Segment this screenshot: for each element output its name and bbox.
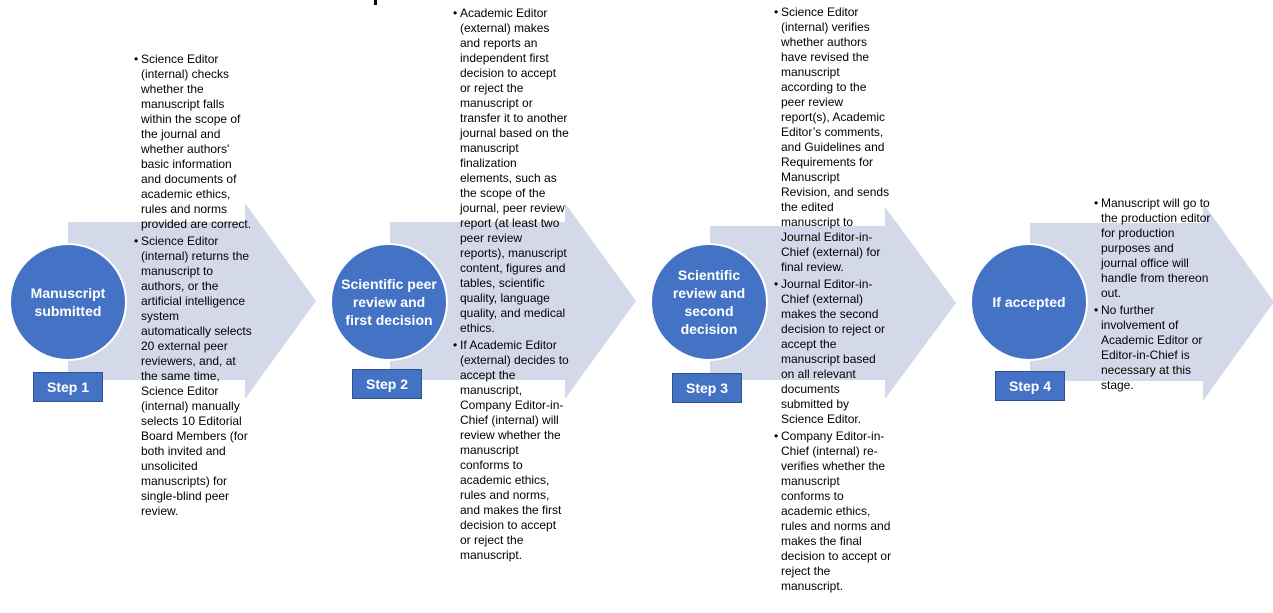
stage-circle-label: Scientific review and second decision [672, 267, 746, 337]
step-label: Step 2 [365, 376, 408, 392]
bullet-item: • Science Editor (internal) returns the manuscript to authors, or the artificial intelligence system automatically selects 20 external peer reviewers, and, at the same time, Science Editor (internal) manually selects 10 Editorial Board Members (for both invited and unsolicited manuscripts) for single-blind peer review. [134, 234, 252, 519]
stage-2-bullet-list [453, 6, 570, 565]
stage-4-bullet-list [1094, 196, 1212, 395]
step-badge-2 [352, 369, 422, 399]
step-label: Step 4 [1008, 378, 1051, 394]
title-fragment [374, 0, 377, 5]
step-label: Step 1 [46, 379, 89, 395]
step-badge-3 [672, 373, 742, 403]
stage-circle-if-accepted [970, 243, 1088, 361]
stage-circle-label: Manuscript submitted [30, 285, 106, 319]
bullet-item: • No further involvement of Academic Editor or Editor-in-Chief is necessary at this stage. [1094, 303, 1212, 393]
stage-circle-scientific-review [650, 243, 768, 361]
step-badge-4 [995, 371, 1065, 401]
stage-1-bullet-list [134, 52, 252, 521]
stage-circle-manuscript-submitted [9, 243, 127, 361]
bullet-item: • Manuscript will go to the production editor for production purposes and journal office will handle from thereon out. [1094, 196, 1212, 301]
bullet-item: • Journal Editor-in-Chief (external) makes the second decision to reject or accept the manuscript based on all relevant documents submitted by Science Editor. [774, 277, 892, 427]
bullet-item: • Science Editor (internal) verifies whether authors have revised the manuscript according to the peer review report(s), Academic Editor’s comments, and Guidelines and Requirements for Manuscript Revision, and sends the edited manuscript to Journal Editor-in-Chief (external) for final review. [774, 5, 892, 275]
bullet-item: • Science Editor (internal) checks whether the manuscript falls within the scope of the journal and whether authors' basic information and documents of academic ethics, rules and norms provided are correct. [134, 52, 252, 232]
bullet-item: • If Academic Editor (external) decides to accept the manuscript, Company Editor-in-Chief (internal) will review whether the manuscript conforms to academic ethics, rules and norms, and makes the first decision to accept or reject the manuscript. [453, 338, 570, 563]
stage-3-bullet-list [774, 5, 892, 596]
step-badge-1 [33, 372, 103, 402]
stage-circle-label: If accepted [992, 294, 1066, 310]
stage-circle-scientific-peer-review [330, 243, 448, 361]
step-label: Step 3 [685, 380, 728, 396]
stage-circle-label: Scientific peer review and first decision [341, 276, 437, 328]
bullet-item: • Academic Editor (external) makes and reports an independent first decision to accept or reject the manuscript or transfer it to another journal based on the manuscript finalization elements, such as the scope of the journal, peer review report (at least two peer review reports), manuscript content, figures and tables, scientific quality, language quality, and medical ethics. [453, 6, 570, 336]
bullet-item: • Company Editor-in-Chief (internal) re-verifies whether the manuscript conforms to academic ethics, rules and norms and makes the final decision to accept or reject the manuscript. [774, 429, 892, 594]
